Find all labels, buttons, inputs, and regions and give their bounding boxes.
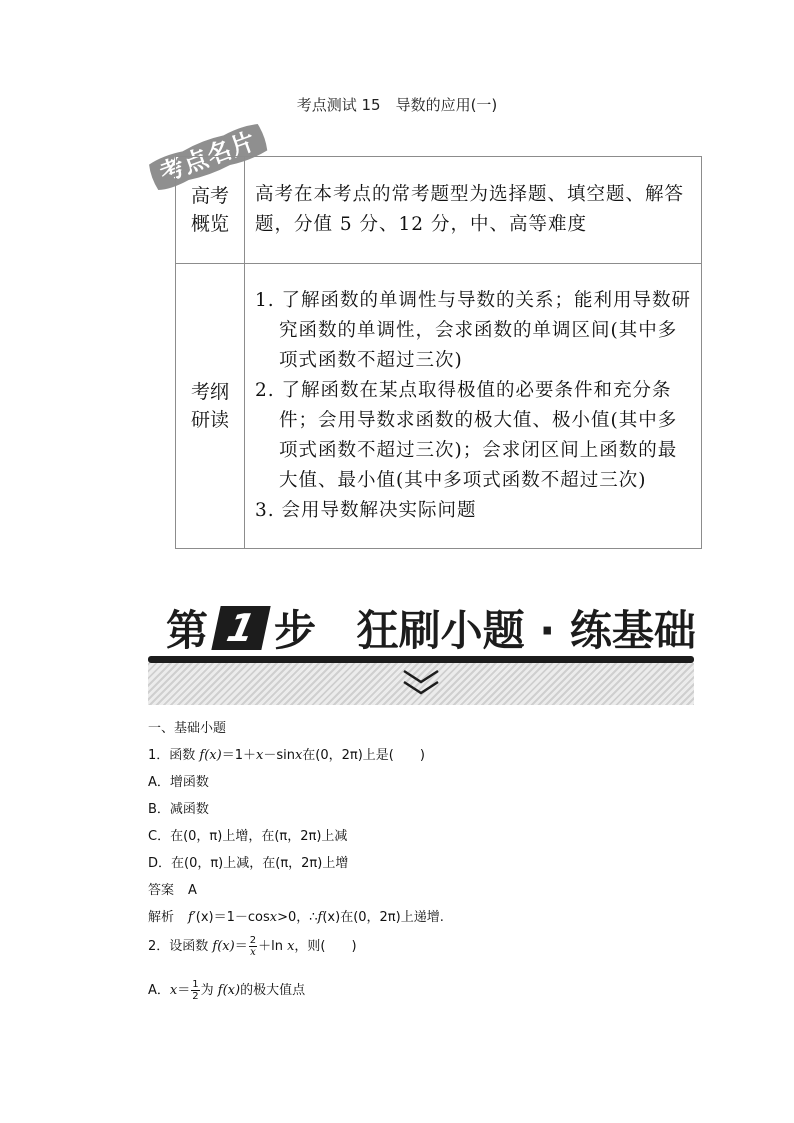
- syllabus-list: [245, 264, 702, 549]
- q1-option-d: D．在(0，π)上减，在(π，2π)上增: [148, 856, 349, 871]
- analysis-fx: f: [317, 910, 323, 925]
- page-title: 考点测试 15 导数的应用(一): [296, 96, 498, 114]
- answer-label: 答案: [148, 883, 175, 898]
- answer-value: A: [188, 883, 197, 898]
- q2-opta-mid: 为: [200, 983, 218, 998]
- q2-fraction: [249, 935, 257, 958]
- step-number-badge: 1: [211, 606, 270, 650]
- stamp-text: 考点名片: [156, 126, 260, 188]
- q2-x: x: [287, 939, 295, 954]
- q2-option-a: [148, 979, 694, 1002]
- q1-x2: x: [294, 748, 303, 763]
- q2-opta-x: x: [169, 983, 178, 998]
- row-header-overview: [176, 157, 245, 264]
- q1-option-c: C．在(0，π)上增，在(π，2π)上减: [148, 829, 348, 844]
- syllabus-item: 1. 了解函数的单调性与导数的关系；能利用导数研究函数的单调性，会求函数的单调区间(其中多项式函数不超过三次): [255, 290, 692, 371]
- q2-opta-den: 2: [192, 991, 199, 1002]
- q2-opta-prefix: A．: [148, 983, 170, 998]
- q2-eq: ＝: [234, 939, 248, 954]
- question-1-stem: [148, 744, 694, 763]
- q1-stem-suffix: 在(0，2π)上是( ): [302, 748, 425, 763]
- question-2-stem: [148, 935, 694, 958]
- q1-fx: f(x): [199, 748, 222, 763]
- q2-opta-suffix: 的极大值点: [240, 983, 306, 998]
- chevron-down-icon: [148, 663, 694, 705]
- q1-stem-mid2: －sin: [263, 748, 295, 763]
- q1-stem-prefix: 1．函数: [148, 748, 200, 763]
- q2-frac-num: 2: [249, 935, 257, 946]
- q2-stem-prefix: 2．设函数: [148, 939, 213, 954]
- analysis-text3: (x)在(0，2π)上递增.: [322, 910, 444, 925]
- row-header-syllabus-text: 考纲 研读: [190, 381, 229, 431]
- q2-opta-fraction: [191, 979, 199, 1002]
- syllabus-item: 2. 了解函数在某点取得极值的必要条件和充分条件；会用导数求函数的极大值、极小值(其中多项式函数不超过三次)；会求闭区间上函数的最大值、最小值(其中多项式函数不超过三次): [255, 380, 678, 491]
- analysis-label: 解析: [148, 910, 175, 925]
- overview-text: 高考在本考点的常考题型为选择题、填空题、解答题，分值 5 分、12 分，中、高等难度: [245, 157, 702, 264]
- analysis-text2: >0，∴: [277, 910, 318, 925]
- table-row-syllabus: [176, 264, 702, 549]
- q2-opta-eq: ＝: [177, 983, 191, 998]
- row-header-syllabus: [176, 264, 245, 549]
- banner-prefix: 第: [166, 606, 209, 655]
- banner-rule: [148, 656, 694, 663]
- banner-suffix: 步: [274, 606, 317, 655]
- exam-overview-table: [175, 156, 702, 549]
- q2-fx: f(x): [212, 939, 235, 954]
- analysis-x: x: [269, 910, 278, 925]
- q1-stem-mid: ＝1＋: [221, 748, 256, 763]
- q2-opta-num: 1: [192, 979, 199, 990]
- q2-stem-suffix: ，则( ): [294, 939, 357, 954]
- syllabus-item: 3. 会用导数解决实际问题: [255, 500, 477, 521]
- banner-stripe: [148, 663, 694, 705]
- q2-frac-den: x: [250, 947, 256, 958]
- q1-answer: [148, 879, 694, 898]
- section-title: 一、基础小题: [148, 721, 227, 736]
- q1-x: x: [255, 748, 264, 763]
- q2-opta-fx: f(x): [217, 983, 241, 998]
- row-header-overview-text: 高考 概览: [190, 185, 229, 235]
- banner-title-text: 狂刷小题 · 练基础: [356, 606, 696, 655]
- analysis-text1: (x)＝1－cos: [195, 910, 270, 925]
- q1-analysis: [148, 906, 694, 925]
- q1-option-b: B．减函数: [148, 802, 209, 817]
- q2-stem-mid: ＋ln: [258, 939, 288, 954]
- table-row-overview: [176, 157, 702, 264]
- analysis-fprime: f′: [188, 910, 196, 925]
- step-banner: [148, 602, 694, 660]
- q1-option-a: A．增函数: [148, 775, 209, 790]
